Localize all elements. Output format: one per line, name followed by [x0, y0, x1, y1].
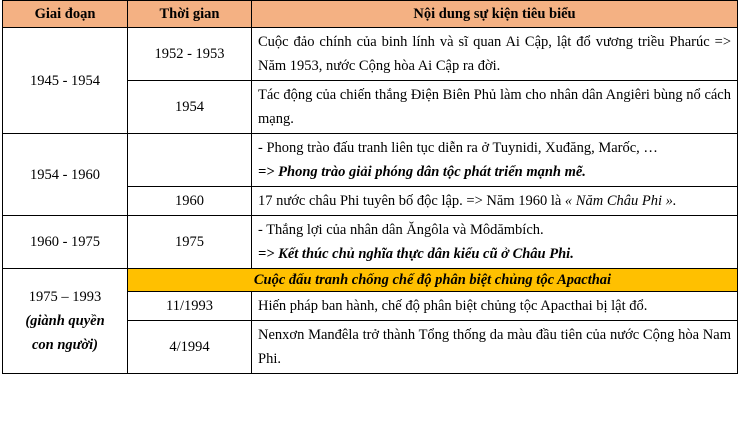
content-conclusion: => Kết thúc chủ nghĩa thực dân kiểu cũ ở Châu Phi.	[258, 246, 574, 262]
period-cell: 1945 - 1954	[3, 28, 128, 134]
content-italic: « Năm Châu Phi ».	[564, 193, 677, 209]
content-cell	[252, 187, 738, 216]
table-row	[3, 216, 738, 269]
time-cell: 1975	[128, 216, 252, 269]
time-cell: 1952 - 1953	[128, 28, 252, 81]
content-cell: Cuộc đảo chính của binh lính và sĩ quan Ai Cập, lật đổ vương triều Pharúc => Năm 1953, nước Cộng hòa Ai Cập ra đời.	[252, 28, 738, 81]
header-content: Nội dung sự kiện tiêu biểu	[252, 1, 738, 28]
table-row	[3, 269, 738, 292]
apartheid-banner: Cuộc đấu tranh chống chế độ phân biệt chủng tộc Apacthai	[128, 269, 738, 292]
time-cell: 4/1994	[128, 321, 252, 374]
time-cell: 1954	[128, 81, 252, 134]
content-cell	[252, 134, 738, 187]
period-years: 1975 – 1993	[28, 289, 102, 305]
period-note: (giành quyền	[25, 313, 105, 329]
period-cell: 1954 - 1960	[3, 134, 128, 216]
content-line: - Thắng lợi của nhân dân Ăngôla và Môdămbích.	[258, 222, 544, 238]
period-cell	[3, 269, 128, 374]
content-conclusion: => Phong trào giải phóng dân tộc phát triển mạnh mẽ.	[258, 164, 586, 180]
content-line: - Phong trào đấu tranh liên tục diễn ra ở Tuynidi, Xuđăng, Marốc, …	[258, 140, 658, 156]
content-cell: Tác động của chiến thắng Điện Biên Phủ làm cho nhân dân Angiêri bùng nổ cách mạng.	[252, 81, 738, 134]
table-row	[3, 28, 738, 81]
header-row	[3, 1, 738, 28]
content-cell	[252, 216, 738, 269]
period-cell: 1960 - 1975	[3, 216, 128, 269]
history-table	[2, 0, 738, 374]
table-row	[3, 134, 738, 187]
period-note: con người)	[31, 337, 98, 353]
time-cell: 11/1993	[128, 292, 252, 321]
content-cell: Hiến pháp ban hành, chế độ phân biệt chủng tộc Apacthai bị lật đổ.	[252, 292, 738, 321]
content-text: 17 nước châu Phi tuyên bố độc lập. => Năm 1960 là	[258, 193, 565, 209]
time-cell: 1960	[128, 187, 252, 216]
header-time: Thời gian	[128, 1, 252, 28]
content-cell: Nenxơn Manđêla trở thành Tổng thống da màu đầu tiên của nước Cộng hòa Nam Phi.	[252, 321, 738, 374]
time-cell	[128, 134, 252, 187]
header-period: Giai đoạn	[3, 1, 128, 28]
